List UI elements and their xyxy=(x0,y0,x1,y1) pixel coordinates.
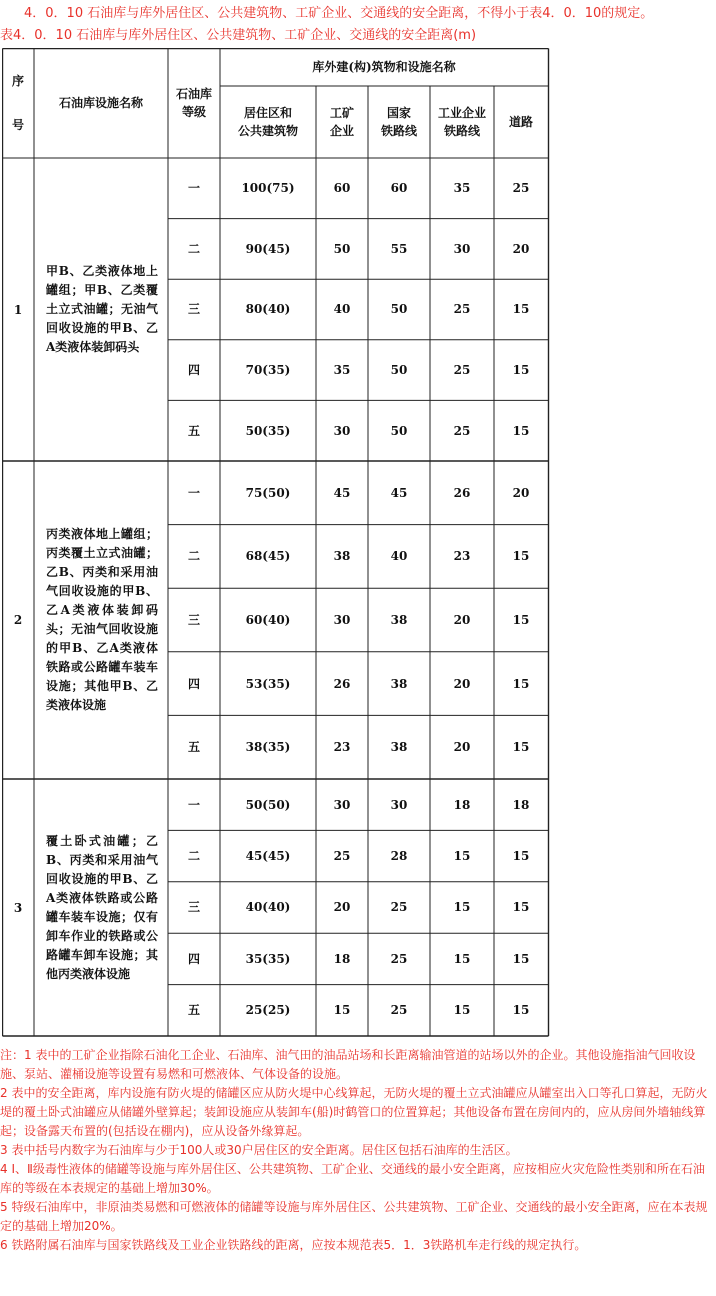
header-grade xyxy=(168,48,220,158)
header-col-enterprise-railway xyxy=(430,86,494,158)
table-cell: 20 xyxy=(453,740,471,755)
header-facility: 石油库设施名称 xyxy=(58,96,143,110)
group-1-facility: 甲B、乙类液体地上罐组；甲B、乙类覆土立式油罐；无油气回收设施的甲B、乙A类液体装卸码头 xyxy=(46,264,158,354)
table-cell: 15 xyxy=(453,900,471,915)
group-3-facility: 覆土卧式油罐；乙B、丙类和采用油气回收设施的甲B、乙A类液体铁路或公路罐车装车设施；仅有卸车作业的铁路或公路罐车卸车设施；其他丙类液体设施 xyxy=(46,833,158,981)
table-cell: 18 xyxy=(333,951,351,966)
table-cell: 20 xyxy=(512,485,530,500)
table-cell: 40(40) xyxy=(245,900,291,915)
grade-cell: 一 xyxy=(187,797,200,812)
table-cell: 15 xyxy=(512,302,530,317)
grade-cell: 二 xyxy=(187,849,200,864)
table-cell: 25 xyxy=(390,951,408,966)
clause-heading: 4．0．10 石油库与库外居住区、公共建筑物、工矿企业、交通线的安全距离，不得小于表4．0．10的规定。 xyxy=(24,6,654,21)
grade-cell: 五 xyxy=(187,1003,200,1018)
header-col-residential-line1: 居住区和 xyxy=(243,106,292,120)
grade-cell: 二 xyxy=(187,241,200,256)
header-col-enterprise-railway-line2: 铁路线 xyxy=(443,124,480,138)
table-cell: 40 xyxy=(390,549,408,564)
header-col-residential-line2: 公共建筑物 xyxy=(237,124,298,138)
table-cell: 15 xyxy=(512,951,530,966)
table-cell: 25 xyxy=(333,849,351,864)
grade-cell: 四 xyxy=(187,951,200,966)
header-grade-line1: 石油库 xyxy=(175,87,212,101)
table-cell: 45 xyxy=(333,485,351,500)
table-cell: 30 xyxy=(333,423,351,438)
table-cell: 18 xyxy=(512,797,530,812)
table-cell: 68(45) xyxy=(245,549,291,564)
table-cell: 20 xyxy=(453,676,471,691)
header-col-industrial xyxy=(316,86,368,158)
grade-cell: 四 xyxy=(187,363,200,378)
table-cell: 15 xyxy=(512,740,530,755)
table-cell: 15 xyxy=(512,849,530,864)
table-cell: 53(35) xyxy=(245,676,291,691)
header-col-enterprise-railway-line1: 工业企业 xyxy=(437,106,486,120)
table-cell: 25 xyxy=(390,1003,408,1018)
table-cell: 25(25) xyxy=(245,1003,291,1018)
table-cell: 15 xyxy=(512,423,530,438)
table-cell: 55 xyxy=(390,241,408,256)
header-seq-line1: 序 xyxy=(11,74,24,88)
table-cell: 50 xyxy=(333,241,351,256)
table-cell: 30 xyxy=(390,797,408,812)
table-cell: 15 xyxy=(512,1003,530,1018)
table-cell: 26 xyxy=(453,485,471,500)
header-seq-line2: 号 xyxy=(11,118,24,132)
header-col-national-railway-line2: 铁路线 xyxy=(380,124,417,138)
grade-cell: 一 xyxy=(187,485,200,500)
note-2: 2 表中的安全距离，库内设施有防火堤的储罐区应从防火堤中心线算起，无防火堤的覆土立式油罐应从罐室出入口等孔口算起，无防火堤的覆土卧式油罐应从储罐外壁算起；装卸设施应从装卸车(船)时鹤管口的位置算起；其他设备布置在房间内的，应从房间外墙轴线算起；设备露天布置的(包括设在棚内)，应从设备外缘算起。 xyxy=(0,1086,708,1138)
table-cell: 100(75) xyxy=(241,181,295,196)
table-cell: 25 xyxy=(453,423,471,438)
grade-cell: 三 xyxy=(187,612,200,627)
grade-cell: 三 xyxy=(187,302,200,317)
table-cell: 15 xyxy=(453,951,471,966)
note-3: 3 表中括号内数字为石油库与少于100人或30户居住区的安全距离。居住区包括石油库的生活区。 xyxy=(0,1143,518,1157)
group-2-seq: 2 xyxy=(13,613,23,627)
header-group: 库外建(构)筑物和设施名称 xyxy=(312,60,456,74)
table-cell: 90(45) xyxy=(245,241,291,256)
table-cell: 35 xyxy=(453,181,471,196)
table-cell: 15 xyxy=(512,549,530,564)
table-title: 表4．0．10 石油库与库外居住区、公共建筑物、工矿企业、交通线的安全距离(m) xyxy=(0,28,477,43)
table-cell: 45(45) xyxy=(245,849,291,864)
table-cell: 15 xyxy=(453,849,471,864)
table-cell: 25 xyxy=(390,900,408,915)
group-1-seq: 1 xyxy=(13,302,23,317)
table-cell: 15 xyxy=(512,612,530,627)
table-cell: 45 xyxy=(390,485,408,500)
table-cell: 25 xyxy=(512,181,530,196)
table-cell: 30 xyxy=(333,612,351,627)
header-col-industrial-line2: 企业 xyxy=(329,124,354,138)
table-cell: 38 xyxy=(390,612,408,627)
table-cell: 50 xyxy=(390,363,408,378)
header-grade-line2: 等级 xyxy=(181,105,206,119)
table-cell: 20 xyxy=(333,900,351,915)
header-col-national-railway-line1: 国家 xyxy=(386,106,411,120)
table-cell: 15 xyxy=(333,1003,351,1018)
table-cell: 30 xyxy=(453,241,471,256)
table-cell: 25 xyxy=(453,363,471,378)
table-cell: 50 xyxy=(390,302,408,317)
header-col-industrial-line1: 工矿 xyxy=(329,106,354,120)
group-3-seq: 3 xyxy=(13,900,23,915)
table-cell: 23 xyxy=(333,740,351,755)
header-col-road: 道路 xyxy=(508,115,533,129)
header-col-national-railway xyxy=(368,86,430,158)
table-cell: 15 xyxy=(453,1003,471,1018)
table-cell: 28 xyxy=(390,849,408,864)
grade-cell: 三 xyxy=(187,900,200,915)
table-cell: 50(35) xyxy=(245,423,291,438)
table-cell: 35 xyxy=(333,363,351,378)
table-cell: 80(40) xyxy=(245,302,291,317)
table-cell: 30 xyxy=(333,797,351,812)
grade-cell: 一 xyxy=(187,181,200,196)
table-cell: 26 xyxy=(333,676,351,691)
grade-cell: 二 xyxy=(187,549,200,564)
note-5: 5 特级石油库中，非原油类易燃和可燃液体的储罐等设施与库外居住区、公共建筑物、工矿企业、交通线的最小安全距离，应在本表规定的基础上增加20%。 xyxy=(0,1200,708,1233)
header-col-residential xyxy=(220,86,316,158)
table-cell: 15 xyxy=(512,900,530,915)
table-cell: 50(50) xyxy=(245,797,291,812)
notes-section xyxy=(0,1046,716,1255)
grade-cell: 五 xyxy=(187,423,200,438)
table-cell: 70(35) xyxy=(245,363,291,378)
table-cell: 60 xyxy=(333,181,351,196)
table-cell: 75(50) xyxy=(245,485,291,500)
grade-cell: 五 xyxy=(187,740,200,755)
table-cell: 60(40) xyxy=(245,612,291,627)
table-cell: 20 xyxy=(512,241,530,256)
table-cell: 38 xyxy=(390,740,408,755)
table-cell: 38 xyxy=(333,549,351,564)
grade-cell: 四 xyxy=(187,676,200,691)
note-1: 注：1 表中的工矿企业指除石油化工企业、石油库、油气田的油品站场和长距离输油管道的站场以外的企业。其他设施指油气回收设施、泵站、灌桶设施等设置有易燃和可燃液体、气体设备的设施。 xyxy=(0,1048,696,1081)
table-cell: 15 xyxy=(512,676,530,691)
group-2-facility: 丙类液体地上罐组；丙类覆土立式油罐；乙B、丙类和采用油气回收设施的甲B、乙A类液体装卸码头；无油气回收设施的甲B、乙A类液体铁路或公路罐车装车设施；其他甲B、乙类液体设施 xyxy=(46,527,158,712)
table-cell: 25 xyxy=(453,302,471,317)
table-cell: 20 xyxy=(453,612,471,627)
table-cell: 18 xyxy=(453,797,471,812)
table-cell: 40 xyxy=(333,302,351,317)
table-cell: 38 xyxy=(390,676,408,691)
table-cell: 38(35) xyxy=(245,740,291,755)
note-4: 4 Ⅰ、Ⅱ级毒性液体的储罐等设施与库外居住区、公共建筑物、工矿企业、交通线的最小安全距离，应按相应火灾危险性类别和所在石油库的等级在本表规定的基础上增加30%。 xyxy=(0,1162,705,1195)
table-cell: 60 xyxy=(390,181,408,196)
note-6: 6 铁路附属石油库与国家铁路线及工业企业铁路线的距离，应按本规范表5．1．3铁路机车走行线的规定执行。 xyxy=(0,1238,587,1252)
table-cell: 50 xyxy=(390,423,408,438)
table-cell: 23 xyxy=(453,549,471,564)
table-cell: 35(35) xyxy=(245,951,291,966)
table-cell: 15 xyxy=(512,363,530,378)
distance-table xyxy=(2,48,550,1038)
header-seq xyxy=(2,48,34,158)
